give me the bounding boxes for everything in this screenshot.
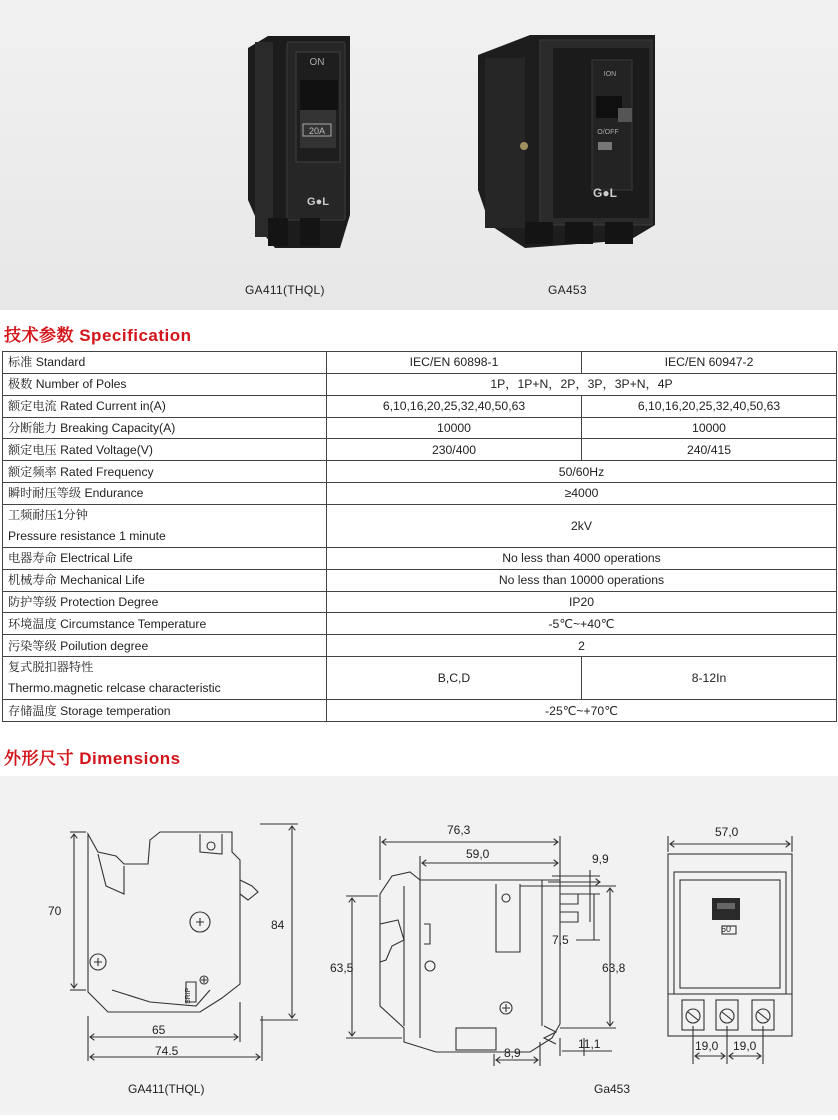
dimensions-title: 外形尺寸 Dimensions xyxy=(4,749,181,768)
dimension-drawings xyxy=(0,776,838,1115)
specification-table xyxy=(2,351,837,722)
ga453-side-drawing xyxy=(346,836,616,1066)
cell-value: 240/415 xyxy=(582,439,837,461)
ga453-front-rating: 50 xyxy=(721,924,732,934)
table-row xyxy=(3,700,837,722)
dim-ga453-bottom-small: 8,9 xyxy=(504,1046,521,1060)
specification-title: 技术参数 Specification xyxy=(4,326,192,345)
cell-value: 230/400 xyxy=(327,439,582,461)
dimensions-panel xyxy=(0,776,838,1115)
row-label-line2: Thermo.magnetic relcase characteristic xyxy=(8,681,221,696)
cell-value: 2 xyxy=(327,635,837,657)
table-row xyxy=(3,504,837,547)
ga453-brand-mark: G●L xyxy=(593,186,617,200)
row-label xyxy=(3,504,327,547)
row-label: 极数 Number of Poles xyxy=(3,373,327,395)
dim-ga411-width-outer: 74.5 xyxy=(155,1044,179,1058)
dim-ga411-height-inner: 70 xyxy=(48,904,62,918)
ga411-rating-mark: 20A xyxy=(308,126,326,136)
table-row xyxy=(3,352,837,374)
table-row xyxy=(3,657,837,700)
cell-value: IEC/EN 60898-1 xyxy=(327,352,582,374)
row-label: 存储温度 Storage temperation xyxy=(3,700,327,722)
table-row xyxy=(3,417,837,439)
dim-ga453-front-width: 57,0 xyxy=(715,825,739,839)
cell-value: 10000 xyxy=(582,417,837,439)
ga453-front-drawing xyxy=(668,836,792,1064)
ga453-front-handle-slot xyxy=(717,903,735,909)
ga411-drawing-caption: GA411(THQL) xyxy=(128,1082,205,1096)
cell-value: B,C,D xyxy=(327,657,582,700)
cell-value: 50/60Hz xyxy=(327,461,837,483)
row-label xyxy=(3,657,327,700)
dim-ga453-body-width: 59,0 xyxy=(466,847,490,861)
table-row xyxy=(3,569,837,591)
table-row xyxy=(3,547,837,569)
row-label: 环境温度 Circumstance Temperature xyxy=(3,613,327,635)
ga453-on-mark: ION xyxy=(603,71,617,78)
ga411-brand-mark: G●L xyxy=(307,196,329,208)
cell-value: ≥4000 xyxy=(327,483,837,505)
cell-value: 1P，1P+N，2P，3P，3P+N，4P xyxy=(327,373,837,395)
row-label-line1: 复式脱扣器特性 xyxy=(8,660,94,675)
ga411-photo-caption: GA411(THQL) xyxy=(245,283,325,297)
cell-value: No less than 4000 operations xyxy=(327,547,837,569)
cell-value: 2kV xyxy=(327,504,837,547)
dim-ga411-width-inner: 65 xyxy=(152,1023,166,1037)
row-label: 机械寿命 Mechanical Life xyxy=(3,569,327,591)
row-label: 额定电流 Rated Current in(A) xyxy=(3,395,327,417)
ga453-drawing-caption: Ga453 xyxy=(594,1082,631,1096)
row-label: 分断能力 Breaking Capacity(A) xyxy=(3,417,327,439)
product-photo-panel xyxy=(0,0,838,310)
ga453-photo-caption: GA453 xyxy=(548,283,587,297)
row-label: 电器寿命 Electrical Life xyxy=(3,547,327,569)
cell-value: 6,10,16,20,25,32,40,50,63 xyxy=(582,395,837,417)
row-label: 污染等级 Poilution degree xyxy=(3,635,327,657)
dim-ga411-height-outer: 84 xyxy=(271,918,285,932)
table-row xyxy=(3,635,837,657)
row-label: 额定电压 Rated Voltage(V) xyxy=(3,439,327,461)
cell-value: -25℃~+70℃ xyxy=(327,700,837,722)
table-row xyxy=(3,461,837,483)
dim-ga453-pitch-2: 19,0 xyxy=(733,1039,757,1053)
row-label-line2: Pressure resistance 1 minute xyxy=(8,528,166,543)
product-photos xyxy=(0,0,838,310)
row-label-line1: 工频耐压1分钟 xyxy=(8,507,88,522)
ga411-side-drawing xyxy=(70,824,298,1061)
cell-value: 6,10,16,20,25,32,40,50,63 xyxy=(327,395,582,417)
ga411-photo xyxy=(248,36,350,248)
cell-value: IEC/EN 60947-2 xyxy=(582,352,837,374)
table-row xyxy=(3,591,837,613)
ga453-off-mark: O/OFF xyxy=(597,129,619,136)
dim-ga453-small-height: 7,5 xyxy=(552,933,569,947)
cell-value: No less than 10000 operations xyxy=(327,569,837,591)
dim-ga453-total-width: 76,3 xyxy=(447,823,471,837)
row-label: 瞬时耐压等级 Endurance xyxy=(3,483,327,505)
cell-value: -5℃~+40℃ xyxy=(327,613,837,635)
table-row xyxy=(3,483,837,505)
ga411-strip-label: SRIP xyxy=(185,987,192,1004)
row-label: 额定频率 Rated Frequency xyxy=(3,461,327,483)
dim-ga453-left-height: 63,5 xyxy=(330,961,354,975)
cell-value: 10000 xyxy=(327,417,582,439)
table-row xyxy=(3,373,837,395)
dim-ga453-bottom-right: 11,1 xyxy=(578,1037,601,1051)
ga453-photo xyxy=(478,35,655,248)
table-row xyxy=(3,439,837,461)
dim-ga453-terminal-width: 9,9 xyxy=(592,852,609,866)
cell-value: IP20 xyxy=(327,591,837,613)
table-row xyxy=(3,395,837,417)
ga411-on-mark: ON xyxy=(309,57,325,68)
dim-ga453-pitch-1: 19,0 xyxy=(695,1039,719,1053)
cell-value: 8-12In xyxy=(582,657,837,700)
table-row xyxy=(3,613,837,635)
dim-ga453-right-height: 63,8 xyxy=(602,961,626,975)
row-label: 标准 Standard xyxy=(3,352,327,374)
row-label: 防护等级 Protection Degree xyxy=(3,591,327,613)
